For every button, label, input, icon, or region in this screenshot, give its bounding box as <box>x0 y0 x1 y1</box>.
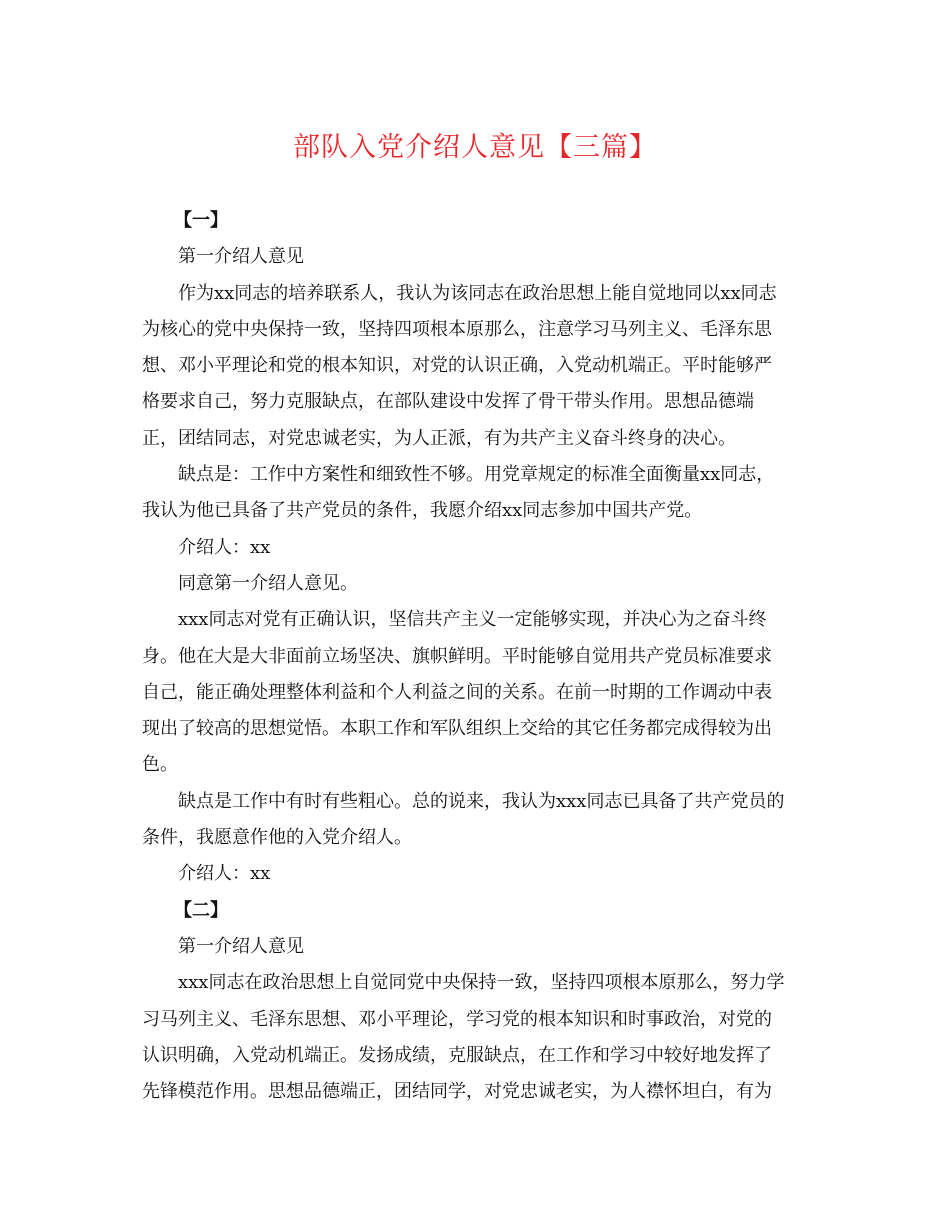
paragraph-line: 自己，能正确处理整体利益和个人利益之间的关系。在前一时期的工作调动中表 <box>142 681 772 703</box>
section-heading-1: 【一】 <box>174 210 228 231</box>
paragraph-line: 介绍人：xx <box>178 863 271 885</box>
paragraph-line: 身。他在大是大非面前立场坚决、旗帜鲜明。平时能够自觉用共产党员标准要求 <box>142 645 772 667</box>
paragraph-line: 认识明确，入党动机端正。发扬成绩，克服缺点，在工作和学习中较好地发挥了 <box>142 1044 772 1066</box>
document-body <box>142 203 810 1110</box>
paragraph-line: 习马列主义、毛泽东思想、邓小平理论，学习党的根本知识和时事政治，对党的 <box>142 1008 772 1030</box>
paragraph-line: 为核心的党中央保持一致，坚持四项根本原那么，注意学习马列主义、毛泽东思 <box>142 318 772 340</box>
paragraph-line: 先锋模范作用。思想品德端正，团结同学，对党忠诚老实，为人襟怀坦白，有为 <box>142 1081 772 1103</box>
document-title: 部队入党介绍人意见【三篇】 <box>293 132 657 163</box>
paragraph-line: 作为xx同志的培养联系人，我认为该同志在政治思想上能自觉地同以xx同志 <box>178 282 777 304</box>
paragraph-line: 第一介绍人意见 <box>178 935 304 957</box>
paragraph-line: 第一介绍人意见 <box>178 246 304 268</box>
paragraph-line: 正，团结同志，对党忠诚老实，为人正派，有为共产主义奋斗终身的决心。 <box>142 427 736 449</box>
section-heading-2: 【二】 <box>174 899 228 921</box>
paragraph-line: 缺点是工作中有时有些粗心。总的说来，我认为xxx同志已具备了共产党员的 <box>178 790 785 812</box>
paragraph-line: 色。 <box>142 754 178 776</box>
paragraph-line: 现出了较高的思想觉悟。本职工作和军队组织上交给的其它任务都完成得较为出 <box>142 718 772 740</box>
paragraph-line: 想、邓小平理论和党的根本知识，对党的认识正确，入党动机端正。平时能够严 <box>142 355 772 377</box>
paragraph-line: 同意第一介绍人意见。 <box>178 572 358 594</box>
paragraph-line: 条件，我愿意作他的入党介绍人。 <box>142 827 412 849</box>
paragraph-line: xxx同志在政治思想上自觉同党中央保持一致，坚持四项根本原那么，努力学 <box>178 972 785 994</box>
paragraph-line: 格要求自己，努力克服缺点，在部队建设中发挥了骨干带头作用。思想品德端 <box>142 391 754 413</box>
paragraph-line: 我认为他已具备了共产党员的条件，我愿介绍xx同志参加中国共产党。 <box>142 500 703 522</box>
paragraph-line: 介绍人：xx <box>178 536 271 558</box>
paragraph-line: xxx同志对党有正确认识，坚信共产主义一定能够实现，并决心为之奋斗终 <box>178 609 767 631</box>
paragraph-line: 缺点是：工作中方案性和细致性不够。用党章规定的标准全面衡量xx同志， <box>178 464 775 486</box>
